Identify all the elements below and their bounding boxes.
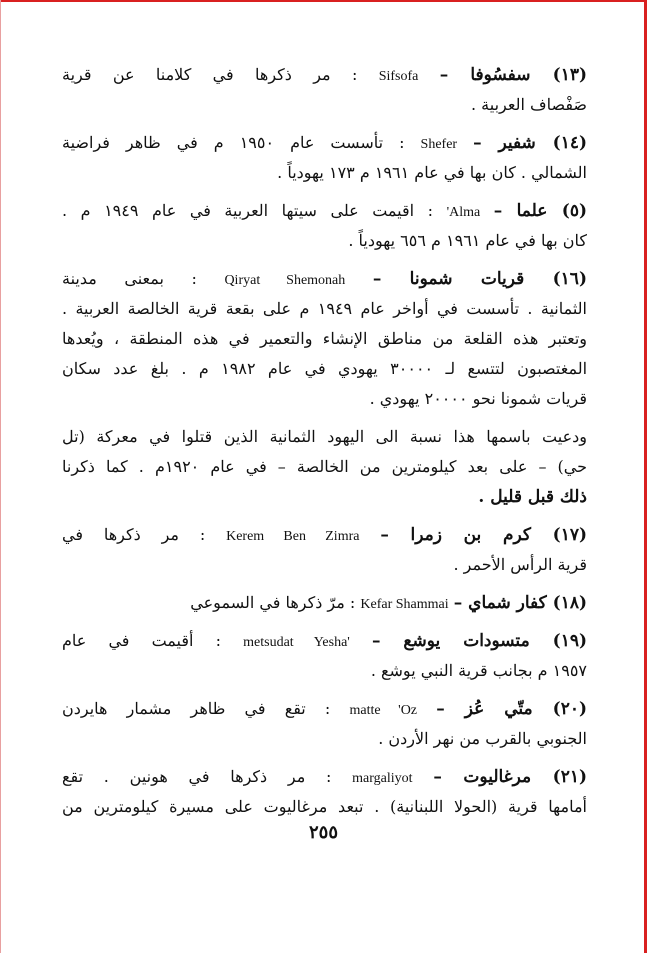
latin-transliteration: Kefar Shammai	[360, 597, 449, 612]
entry-line: أمامها قرية (الحولا اللبنانية) . تبعد مرغاليوت على مسيرة كيلومترين من	[62, 797, 587, 816]
window-border-top	[0, 0, 647, 2]
entry-line: حي) – على بعد كيلومترين من الخالصة – في عام ١٩٢٠م . كما ذكرنا	[62, 457, 587, 476]
entry-14	[62, 128, 587, 188]
latin-transliteration: 'Alma	[446, 205, 481, 220]
entry-line	[62, 196, 587, 226]
entry-17	[62, 520, 587, 580]
entry-heading: (١٨) كفار شماي –	[453, 593, 587, 613]
entry-text: : مر ذكرها في	[62, 525, 206, 544]
entry-line: ودعيت باسمها هذا نسبة الى اليهود الثمانية الذين قتلوا في معركة (تل	[62, 427, 587, 446]
entry-line: الثمانية . تأسست في أواخر عام ١٩٤٩ م على بقعة قرية الخالصة العربية .	[62, 299, 587, 318]
entry-line: ١٩٥٧ م بجانب قرية النبي يوشع .	[370, 661, 587, 680]
entry-line: الجنوبي بالقرب من نهر الأردن .	[378, 729, 587, 748]
paragraph-naming-note	[62, 422, 587, 512]
entry-heading: (٢١) مرغاليوت –	[433, 767, 587, 787]
entry-text: : مر ذكرها في هونين . تقع	[62, 767, 332, 786]
entry-heading: (٥) علما –	[493, 201, 587, 221]
entry-19	[62, 626, 587, 686]
entry-text: : مرّ ذكرها في السموعي	[190, 593, 356, 612]
latin-transliteration: metsudat Yesha'	[243, 635, 350, 650]
latin-transliteration: margaliyot	[352, 771, 413, 786]
entry-line: الشمالي . كان بها في عام ١٩٦١ م ١٧٣ يهودياً .	[277, 163, 587, 182]
entry-13	[62, 60, 587, 120]
entry-heading: (١٤) شفير –	[473, 133, 587, 153]
entry-line	[62, 60, 587, 90]
page-number: ٢٥٥	[308, 822, 338, 843]
entry-heading: (١٦) قريات شمونا –	[372, 269, 587, 289]
page-body	[62, 60, 587, 822]
entry-line: صَفْصاف العربية .	[471, 95, 587, 114]
entry-16	[62, 264, 587, 414]
entry-18	[62, 588, 587, 618]
entry-line: ذلك قبل قليل .	[478, 487, 587, 507]
entry-21	[62, 762, 587, 822]
entry-text: : أقيمت في عام	[62, 631, 221, 650]
entry-line	[62, 762, 587, 792]
entry-heading: (١٣) سفسُوفا –	[439, 65, 587, 85]
entry-text: : اقيمت على سيتها العربية في عام ١٩٤٩ م .	[62, 201, 434, 220]
latin-transliteration: Kerem Ben Zimra	[226, 529, 360, 544]
entry-line	[62, 588, 587, 618]
latin-transliteration: Sifsofa	[378, 69, 419, 84]
entry-15	[62, 196, 587, 256]
window-border-left	[0, 0, 1, 953]
entry-line	[62, 694, 587, 724]
entry-line: المغتصبون لتتسع لـ ٣٠٠٠٠ يهودي في عام ١٩٨٢ م . بلغ عدد سكان	[62, 359, 587, 378]
latin-transliteration: matte 'Oz	[349, 703, 418, 718]
entry-line	[62, 520, 587, 550]
entry-text: : تأسست عام ١٩٥٠ م في ظاهر فراضية	[62, 133, 405, 152]
entry-line: وتعتبر هذه القلعة من مناطق الإنشاء والتعمير في هذه المنطقة ، ويُعدها	[62, 329, 587, 348]
entry-text: : مر ذكرها في كلامنا عن قرية	[62, 65, 358, 84]
entry-text: : بمعنى مدينة	[62, 269, 197, 288]
entry-line	[62, 626, 587, 656]
entry-line: كان بها في عام ١٩٦١ م ٦٥٦ يهودياً .	[348, 231, 587, 250]
entry-line	[62, 128, 587, 158]
latin-transliteration: Qiryat Shemonah	[224, 273, 346, 288]
entry-heading: (١٩) متسودات يوشع –	[371, 631, 587, 651]
entry-20	[62, 694, 587, 754]
latin-transliteration: Shefer	[420, 137, 458, 152]
entry-line: قريات شمونا نحو ٢٠٠٠٠ يهودي .	[369, 389, 587, 408]
entry-line	[62, 264, 587, 294]
entry-text: : تقع في ظاهر مشمار هايردن	[62, 699, 331, 718]
entry-heading: (٢٠) متّي عُز –	[436, 699, 587, 719]
entry-heading: (١٧) كرم بن زمرا –	[380, 525, 587, 545]
entry-line: قرية الرأس الأحمر .	[453, 555, 587, 574]
